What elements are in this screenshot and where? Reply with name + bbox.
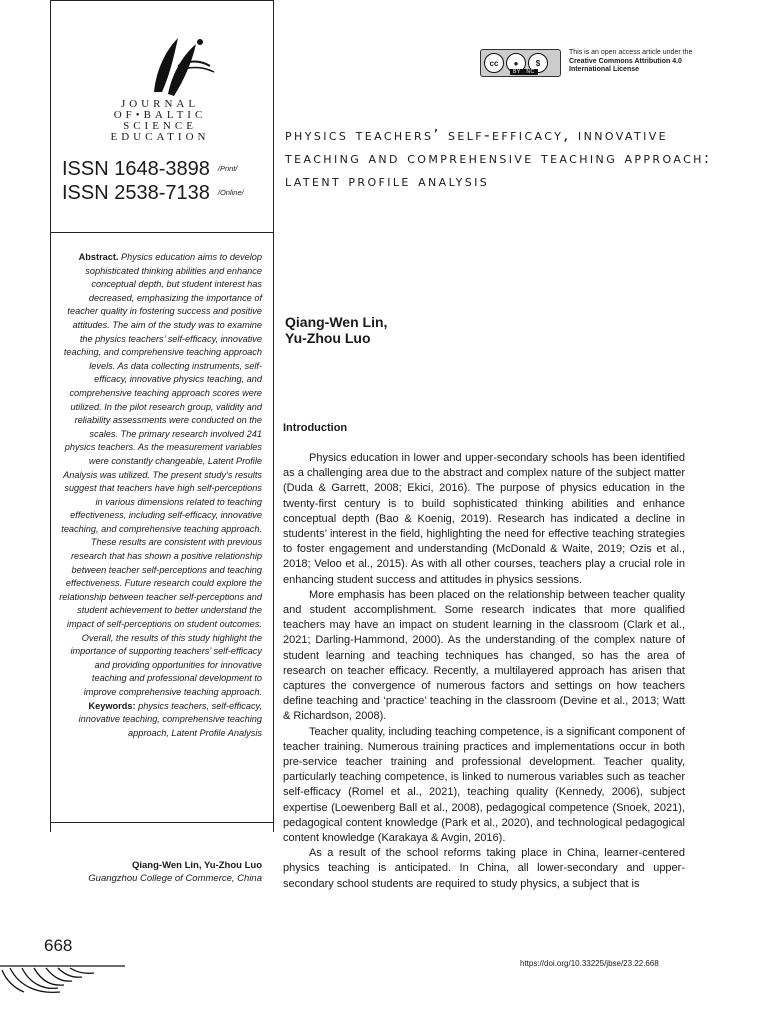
sidebar-divider [50,232,274,233]
abstract-label: Abstract. [78,252,119,262]
nc-dollar-icon: $ [528,53,548,73]
keywords-text: physics teachers, self-efficacy, innovative teaching, comprehensive teaching approach, Latent Profile Analysis [78,700,262,738]
issn-print [62,158,237,181]
journal-name-line: SCIENCE [123,120,197,132]
article-title-text: physics teachers’ self-efficacy, innovative teaching and comprehensive teaching approach: latent profile analysis [285,126,712,191]
cc-by-label: BY [513,69,521,75]
page-number: 668 [44,936,73,955]
author-1: Qiang-Wen Lin, [285,314,388,330]
affiliation-authors: Qiang-Wen Lin, Yu-Zhou Luo [132,860,262,871]
journal-name [100,99,220,143]
article-title [285,124,725,194]
author-2: Yu-Zhou Luo [285,330,371,346]
abstract [58,251,262,740]
body-paragraph: As a result of the school reforms taking place in China, learner-centered physics teaching is anticipated. In China, all lower-secondary and upper-secondary school students are required to study physics, a subject that is [283,847,685,890]
doi-link[interactable]: https://doi.org/10.33225/jbse/23.22.668 [520,959,659,968]
section-heading-introduction: Introduction [283,422,348,434]
affiliation-institution: Guangzhou College of Commerce, China [88,873,262,884]
issn-online [62,182,244,205]
journal-logo-icon [148,30,218,100]
issn-online-number: ISSN 2538-7138 [62,182,210,204]
cc-badge-label [510,69,538,75]
journal-name-line: OF•BALTIC [113,109,207,121]
decorative-swirl-icon [0,958,125,998]
article-authors [285,314,387,346]
body-paragraph: Physics education in lower and upper-secondary schools has been identified as a challenging area due to the abstract and complex nature of the subject matter (Duda & Garrett, 2008; Ekici, 2016). The purpose of physics education in the twenty-first century is to build sophisticated thinking abilities and enhance conceptual depth (Bao & Koenig, 2019). Research has indicated a decline in students’ interest in the field, highlighting the need for effective teaching strategies to foster engagement and understanding (McDonald & Waite, 2019; Ozis et al., 2018; Veloo et al., 2015). As with all other courses, teachers play a crucial role in enhancing student success and attitudes in physics sessions. [283,452,685,586]
abstract-text: Physics education aims to develop sophisticated thinking abilities and enhance conceptual depth, but student interest has decreased, emphasizing the importance of teacher quality in fostering success and positive attitudes. The aim of the study was to examine the physics teachers’ self-efficacy, innovative teaching, and comprehensive teaching approach levels. As data collecting instruments, self-efficacy, innovative physics teaching, and comprehensive teaching approach scores were utilized. In the pilot research group, validity and reliability assessments were conducted on the scales. The primary research involved 241 physics teachers. As the measurement variables were constantly changeable, Latent Profile Analysis was utilized. The present study's results suggest that teachers have high self-perceptions in various dimensions related to teaching effectiveness, including self-efficacy, innovative teaching, and comprehensive teaching approach. These results are consistent with previous research that has shown a positive relationship between teacher self-perceptions and teaching effectiveness. Future research could explore the relationship between teacher self-perceptions and student achievement to better understand the impact of self-perceptions on student outcomes. Overall, the results of this study highlight the importance of supporting teachers’ self-efficacy and providing opportunities for innovative teaching and professional development to improve comprehensive teaching approach. [59,252,262,697]
cc-license-badge[interactable] [480,49,561,77]
license-line-1: This is an open access article under the [569,49,693,56]
license-text [569,49,692,75]
by-person-icon: ● [506,53,526,73]
affiliation-block [58,859,262,885]
body-paragraph: More emphasis has been placed on the relationship between teacher quality and student accomplishment. Some research indicates that more qualified teachers may have an impact on student learning in the classroom (Clark et al., 2021; Darling-Hammond, 2000). As the understanding of the complex nature of student learning and teaching techniques has changed, so has the area of research on teacher efficacy. Recently, a multilayered approach has arisen that captures the convergence of numerous factors and settings on how teachers define teaching and ‘practice’ teaching in the classroom (Devine et al., 2013; Watt & Richardson, 2008). [283,588,685,723]
license-line-2[interactable]: Creative Commons Attribution 4.0 [569,57,682,65]
license-block [480,49,692,77]
introduction-body [283,451,685,892]
cc-nc-label: NC [526,69,535,75]
issn-online-label: /Online/ [217,188,244,197]
cc-icon: cc [484,53,504,73]
journal-name-line: JOURNAL [120,98,200,110]
issn-print-number: ISSN 1648-3898 [62,158,210,180]
issn-print-label: /Print/ [217,164,238,173]
journal-name-line: EDUCATION [110,131,210,143]
sidebar-bottom-rule [50,822,274,823]
body-paragraph: Teacher quality, including teaching competence, is a significant component of teacher training. Numerous training practices and implementations occur in both pre-service teacher training and professional development. Teacher quality, particularly teaching competence, is linked to numerous variables such as teacher self-efficacy (Romel et al., 2021), teaching quality (Kennedy, 2006), subject expertise (Loewenberg Ball et al., 2008), pedagogical competence (Snoek, 2021), pedagogical content knowledge (Park et al., 2020), and technological pedagogical content knowledge (Karakaya & Avgin, 2016). [283,725,685,845]
keywords-label: Keywords: [88,700,136,711]
license-line-3[interactable]: International License [569,66,640,73]
sidebar-top-rule [50,0,274,1]
